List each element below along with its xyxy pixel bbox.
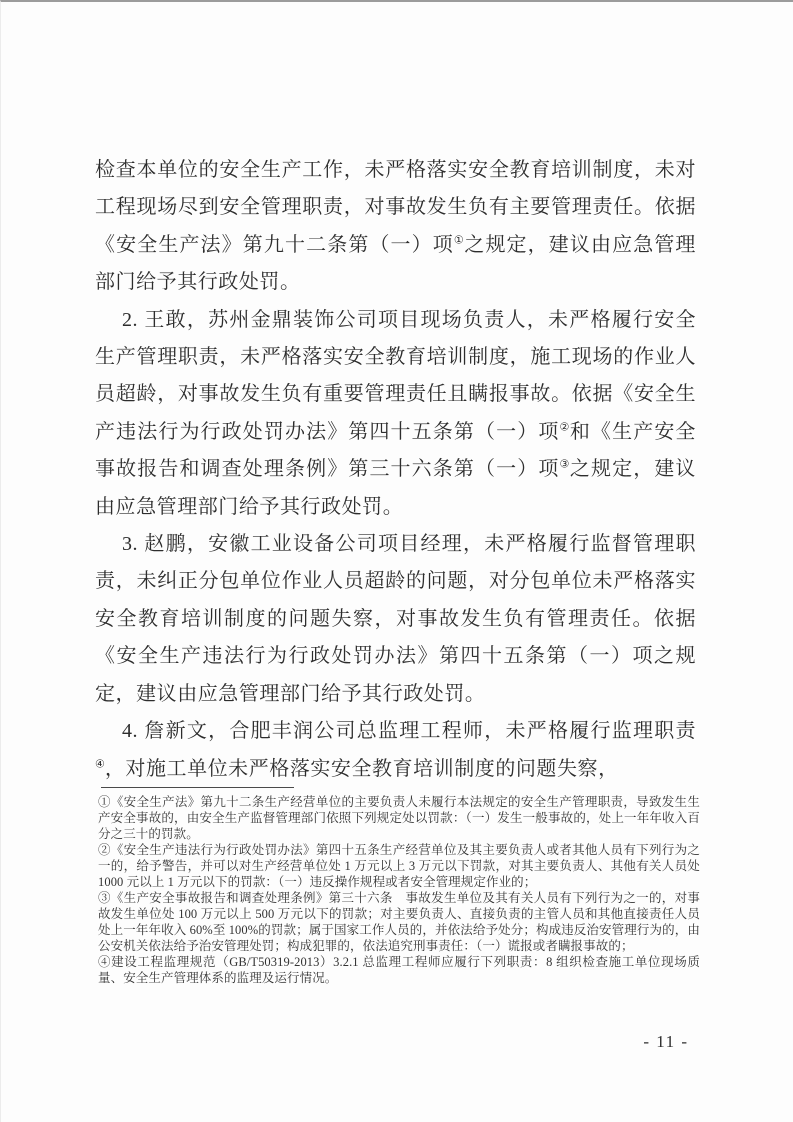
paragraph: 3. 赵鹏，安徽工业设备公司项目经理，未严格履行监督管理职责，未纠正分包单位作业人员超龄的问题，对分包单位未严格落实安全教育培训制度的问题失察，对事故发生负有管理责任。依据《安全生产违法行为行政处罚办法》第四十五条第（一）项之规定，建议由应急管理部门给予其行政处罚。 — [95, 533, 696, 705]
body-text — [95, 152, 696, 788]
footnote-item: ④建设工程监理规范（GB/T50319-2013）3.2.1 总监理工程师应履行下列职责：8 组织检查施工单位现场质量、安全生产管理体系的监理及运行情况。 — [98, 955, 700, 985]
footnote-item: ②《安全生产违法行为行政处罚办法》第四十五条生产经营单位及其主要负责人或者其他人员有下列行为之一的，给予警告，并可以对生产经营单位处 1 万元以上 3 万元以下罚款，对其主要负责人、其他有关人员处 1000 元以上 1 万元以下的罚款：（一）违反操作规程或者安全管理规定作业的； — [98, 843, 700, 889]
footnote-ref-marker: ① — [453, 234, 465, 247]
footnote-ref-marker: ③ — [559, 458, 570, 471]
paragraph: 检查本单位的安全生产工作，未严格落实安全教育培训制度，未对工程现场尽到安全管理职责，对事故发生负有主要管理责任。依据《安全生产法》第九十二条第（一）项①之规定，建议由应急管理部门给予其行政处罚。 — [95, 159, 696, 294]
footnote-item: ③《生产安全事故报告和调查处理条例》第三十六条 事故发生单位及其有关人员有下列行为之一的，对事故发生单位处 100 万元以上 500 万元以下的罚款；对主要负责人、直接负责的主管人员和其他直接责任人员处上一年年收入 60%至 100%的罚款；属于国家工作人员的，并依法给予处分；构成违反治安管理行为的，由公安机关依法给予治安管理处罚；构成犯罪的，依法追究刑事责任：（一）谎报或者瞒报事故的； — [98, 891, 700, 953]
footnote-separator — [101, 787, 294, 788]
footnotes-list — [98, 794, 700, 986]
page-number: - 11 - — [643, 1032, 689, 1051]
footnote-item: ①《安全生产法》第九十二条生产经营单位的主要负责人未履行本法规定的安全生产管理职责，导致发生生产安全事故的，由安全生产监督管理部门依照下列规定处以罚款：（一）发生一般事故的，处上一年年收入百分之三十的罚款。 — [98, 795, 700, 841]
footnotes-section — [98, 787, 700, 986]
footnote-ref-marker: ② — [559, 421, 570, 434]
paragraph: 2. 王敢，苏州金鼎装饰公司项目现场负责人，未严格履行安全生产管理职责，未严格落实安全教育培训制度，施工现场的作业人员超龄，对事故发生负有重要管理责任且瞒报事故。依据《安全生产违法行为行政处罚办法》第四十五条第（一）项②和《生产安全事故报告和调查处理条例》第三十六条第（一）项③之规定，建议由应急管理部门给予其行政处罚。 — [95, 308, 696, 518]
paragraph: 4. 詹新文，合肥丰润公司总监理工程师，未严格履行监理职责④，对施工单位未严格落实安全教育培训制度的问题失察， — [95, 720, 696, 780]
footnote-ref-marker: ④ — [95, 757, 105, 770]
